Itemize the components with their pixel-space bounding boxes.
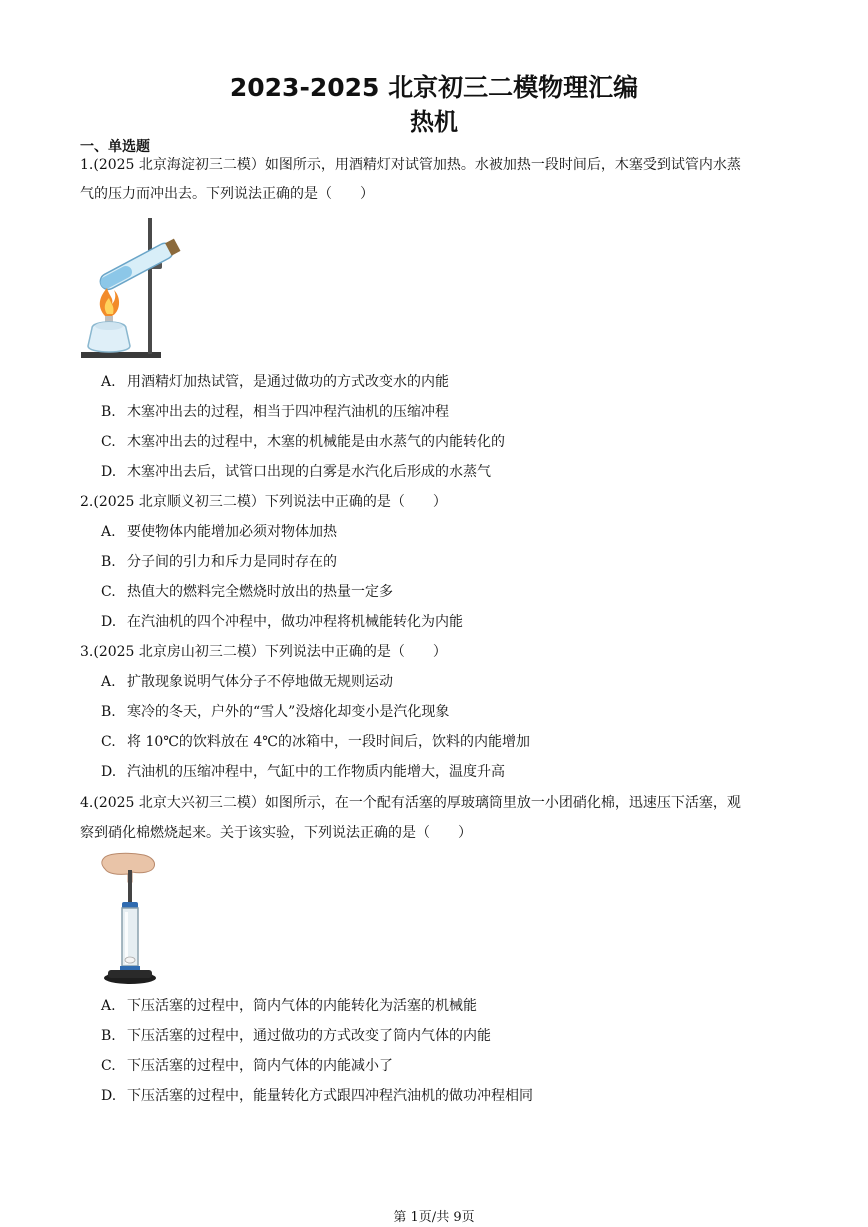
option-label: C.: [101, 584, 116, 600]
question-text: (2025 北京海淀初三二模）如图所示，用酒精灯对试管加热。水被加热一段时间后，木塞受到试管内水蒸: [93, 157, 741, 173]
option-1b[interactable]: [101, 402, 449, 422]
question-text: (2025 北京顺义初三二模）下列说法中正确的是（ ）: [93, 494, 447, 510]
option-2d[interactable]: [101, 612, 463, 632]
option-text: 在汽油机的四个冲程中，做功冲程将机械能转化为内能: [127, 614, 463, 630]
option-text: 用酒精灯加热试管，是通过做功的方式改变水的内能: [127, 374, 449, 390]
page-title: 2023-2025 北京初三二模物理汇编: [229, 73, 639, 102]
option-label: B.: [101, 704, 116, 720]
option-label: D.: [101, 464, 117, 480]
option-4d[interactable]: [101, 1086, 533, 1106]
question-number: 1.: [80, 157, 94, 173]
alcohol-lamp-test-tube-icon: [78, 214, 188, 362]
option-1a[interactable]: [101, 372, 449, 392]
option-text: 木塞冲出去的过程中，木塞的机械能是由水蒸气的内能转化的: [127, 434, 505, 450]
option-2c[interactable]: [101, 582, 393, 602]
option-text: 下压活塞的过程中，能量转化方式跟四冲程汽油机的做功冲程相同: [127, 1088, 533, 1104]
option-label: C.: [101, 1058, 116, 1074]
question-1-line-2: 气的压力而冲出去。下列说法正确的是（ ）: [80, 186, 374, 202]
option-label: B.: [101, 404, 116, 420]
question-2-line-1: [80, 492, 447, 512]
question-text: (2025 北京房山初三二模）下列说法中正确的是（ ）: [93, 644, 447, 660]
option-4b[interactable]: [101, 1026, 491, 1046]
question-number: 3.: [80, 644, 94, 660]
option-label: B.: [101, 554, 116, 570]
option-label: B.: [101, 1028, 116, 1044]
piston-glass-cylinder-icon: [98, 852, 164, 986]
option-text: 下压活塞的过程中，筒内气体的内能转化为活塞的机械能: [127, 998, 477, 1014]
option-text: 分子间的引力和斥力是同时存在的: [127, 554, 337, 570]
option-3d[interactable]: [101, 762, 505, 782]
option-4c[interactable]: [101, 1056, 393, 1076]
option-text: 木塞冲出去后，试管口出现的白雾是水汽化后形成的水蒸气: [127, 464, 491, 480]
option-text: 要使物体内能增加必须对物体加热: [127, 524, 337, 540]
option-text: 扩散现象说明气体分子不停地做无规则运动: [127, 674, 393, 690]
option-label: A.: [101, 524, 116, 540]
page-indicator: 第 1页/共 9页: [393, 1210, 475, 1225]
question-number: 2.: [80, 494, 94, 510]
option-3b[interactable]: [101, 702, 449, 722]
option-text: 下压活塞的过程中，通过做功的方式改变了筒内气体的内能: [127, 1028, 491, 1044]
option-label: A.: [101, 374, 116, 390]
option-text: 寒冷的冬天，户外的“雪人”没熔化却变小是汽化现象: [127, 704, 450, 720]
option-2b[interactable]: [101, 552, 337, 572]
question-4-line-2: 察到硝化棉燃烧起来。关于该实验，下列说法正确的是（ ）: [80, 825, 472, 841]
option-text: 汽油机的压缩冲程中，气缸中的工作物质内能增大，温度升高: [127, 764, 505, 780]
option-1d[interactable]: [101, 462, 491, 482]
option-label: A.: [101, 998, 116, 1014]
page-subtitle: 热机: [410, 108, 458, 136]
option-1c[interactable]: [101, 432, 505, 452]
option-text: 热值大的燃料完全燃烧时放出的热量一定多: [127, 584, 393, 600]
question-text: (2025 北京大兴初三二模）如图所示，在一个配有活塞的厚玻璃筒里放一小团硝化棉，迅速压下活塞，观: [93, 795, 741, 811]
option-label: D.: [101, 614, 117, 630]
question-1-line-1: [80, 155, 741, 175]
option-2a[interactable]: [101, 522, 337, 542]
option-label: C.: [101, 434, 116, 450]
question-number: 4.: [80, 795, 94, 811]
question-3-line-1: [80, 642, 447, 662]
option-3a[interactable]: [101, 672, 393, 692]
option-label: C.: [101, 734, 116, 750]
option-text: 下压活塞的过程中，筒内气体的内能减小了: [127, 1058, 393, 1074]
option-text: 木塞冲出去的过程，相当于四冲程汽油机的压缩冲程: [127, 404, 449, 420]
option-label: A.: [101, 674, 116, 690]
question-4-line-1: [80, 793, 741, 813]
option-4a[interactable]: [101, 996, 477, 1016]
option-label: D.: [101, 1088, 117, 1104]
option-label: D.: [101, 764, 117, 780]
section-heading: 一、单选题: [80, 139, 150, 155]
option-3c[interactable]: [101, 732, 530, 752]
option-text: 将 10℃的饮料放在 4℃的冰箱中，一段时间后，饮料的内能增加: [127, 734, 530, 750]
